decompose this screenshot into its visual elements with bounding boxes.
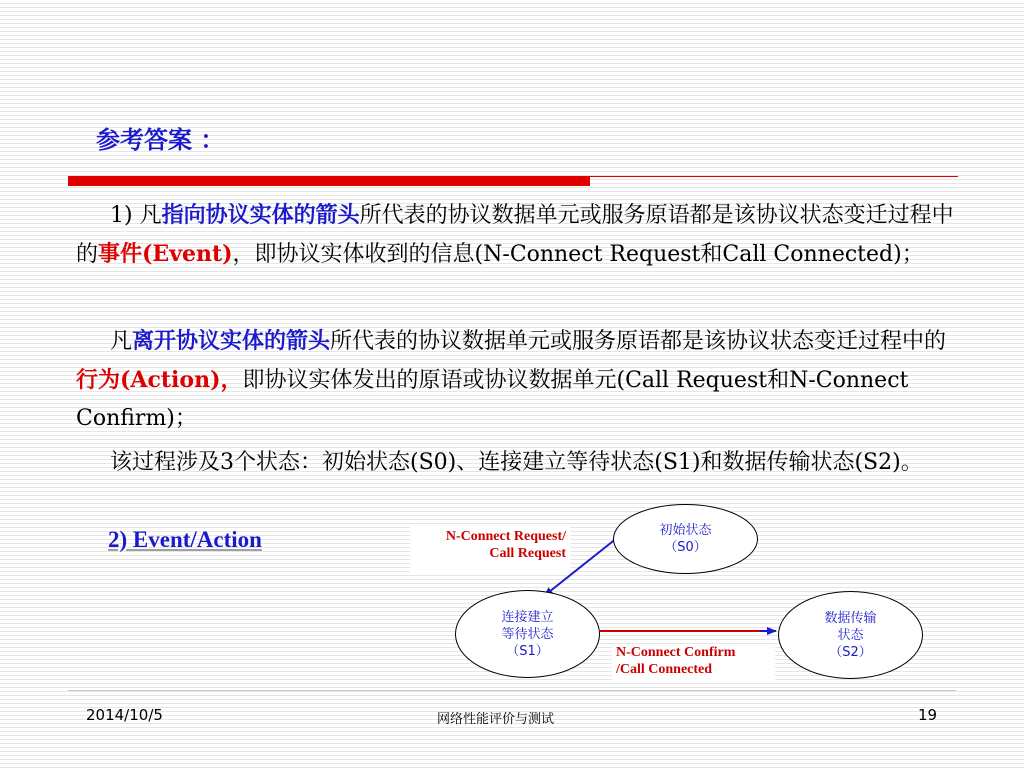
para3-text: 该过程涉及3个状态：初始状态(S0)、连接建立等待状态(S1)和数据传输状态(S2)。 <box>110 450 923 475</box>
s2-line3: （S2） <box>829 644 872 660</box>
s1-line3: （S1） <box>506 643 549 659</box>
s0-line2: （S0） <box>664 540 707 555</box>
transition-label-s1-s2 <box>612 644 775 682</box>
label1-line1: N-Connect Request/ <box>445 529 566 544</box>
para2-highlight-outgoing-arrow: 离开协议实体的箭头 <box>132 328 331 354</box>
para1-middle: 所代表的协议数据单元或服务原语都是该协议状态变迁过程中的 <box>76 203 954 267</box>
s1-line2: 等待状态 <box>501 626 554 642</box>
s2-line2: 状态 <box>837 627 864 643</box>
para1-highlight-event: 事件(Event) <box>98 241 233 267</box>
footer-divider <box>68 690 956 691</box>
label1-line2: Call Request <box>489 546 566 561</box>
para1-highlight-incoming-arrow: 指向协议实体的箭头 <box>161 202 360 228</box>
para2-prefix: 凡 <box>110 329 133 354</box>
state-s2-transfer <box>778 591 923 679</box>
footer-title: 网络性能评价与测试 <box>437 712 555 727</box>
footer-date: 2014/10/5 <box>86 706 163 724</box>
para1-tail: ，即协议实体收到的信息(N-Connect Request和Call Connected)； <box>232 242 924 267</box>
para2-highlight-action: 行为(Action)， <box>76 367 243 393</box>
para1-prefix: 1) 凡 <box>110 203 162 228</box>
label2-line2: /Call Connected <box>616 662 713 677</box>
para2-tail: 即协议实体发出的原语或协议数据单元(Call Request和N-Connect Confirm)； <box>76 368 909 431</box>
section-2-heading: 2) Event/Action <box>108 527 262 552</box>
label2-line1: N-Connect Confirm <box>616 645 736 660</box>
para2-middle: 所代表的协议数据单元或服务原语都是该协议状态变迁过程中的 <box>330 329 947 354</box>
slide-heading: 参考答案 ： <box>96 126 225 154</box>
state-s1-waiting <box>455 590 600 678</box>
s1-line1: 连接建立 <box>501 609 554 625</box>
s0-line1: 初始状态 <box>659 523 712 538</box>
footer-page-number: 19 <box>918 706 938 724</box>
s2-line1: 数据传输 <box>824 610 877 626</box>
transition-label-s0-s1 <box>410 527 570 574</box>
state-s0-initial <box>613 504 758 574</box>
